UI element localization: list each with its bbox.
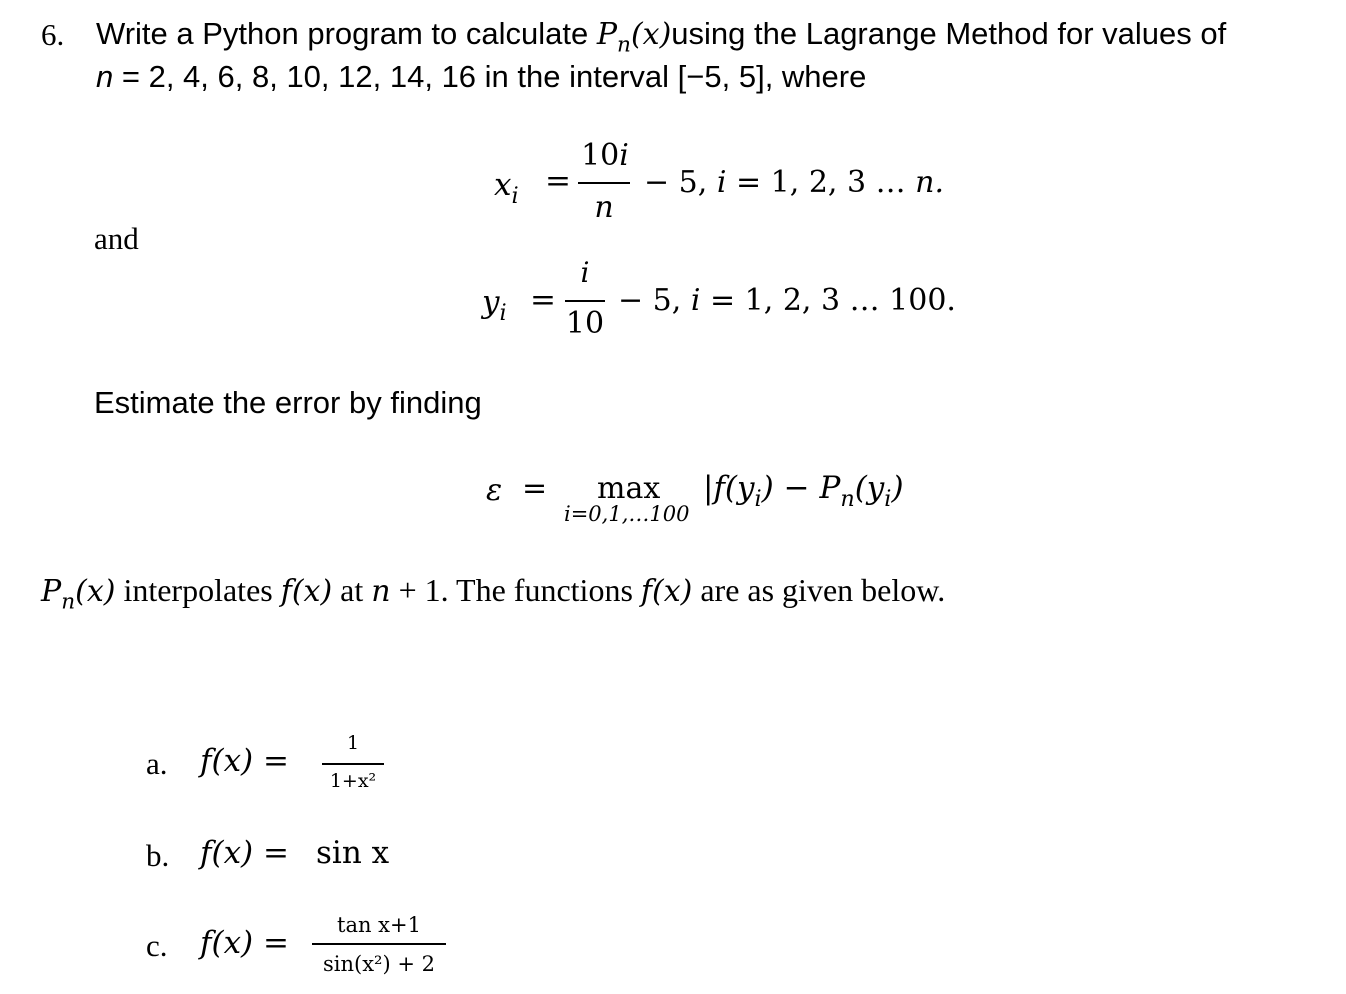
problem-line-1 (96, 18, 1226, 56)
function-a-label: a. (146, 746, 168, 781)
function-a-denominator: 1+x² (329, 770, 377, 792)
function-c-bar (312, 943, 446, 945)
problem-line-2 (96, 61, 866, 92)
interpolation-sentence: $P_n(x)$ interpolates f(x) at n + 1. The functions f(x) are as given below. (41, 572, 946, 615)
function-b-label: b. (146, 838, 170, 873)
eq-x-denominator: n (594, 190, 614, 225)
eq-err-equals: = (522, 471, 548, 506)
eq-y-lhs: $y_i$ (482, 284, 507, 326)
function-c-numerator: tan x+1 (337, 913, 421, 937)
function-b-rhs: sin x (316, 835, 390, 871)
line2-rest: = 2, 4, 6, 8, 10, 12, 14, 16 in the interval [−5, 5], where (113, 59, 867, 94)
function-a-bar (322, 763, 384, 765)
function-c-denominator: sin(x²) + 2 (323, 952, 435, 976)
function-a-lhs: f(x) = (200, 743, 289, 779)
eq-y-denominator: 10 (565, 306, 605, 341)
eq-err-under: i=0,1,…100 (564, 502, 690, 526)
line1-after: using the Lagrange Method for values of (671, 16, 1227, 51)
eq-y-fraction-bar (565, 300, 605, 302)
eq-x-fraction-bar (578, 182, 630, 184)
eq-err-eps: ε (486, 473, 503, 508)
and-text: and (94, 221, 139, 256)
n-var: n (96, 59, 114, 94)
eq-err-expr: $|f(y_i) - P_n(y_i)$ (703, 470, 904, 512)
eq-x-numerator: 10i (581, 138, 629, 173)
function-c-lhs: f(x) = (200, 925, 289, 961)
eq-x-equals: = (545, 163, 571, 199)
eq-y-equals: = (530, 282, 556, 318)
function-b-lhs: f(x) = (200, 835, 289, 871)
function-c-label: c. (146, 928, 168, 963)
eq-x-lhs: $x_i$ (494, 167, 519, 209)
estimate-text: Estimate the error by finding (94, 385, 482, 420)
eq-y-numerator: i (580, 256, 590, 289)
eq-y-rest: − 5, i = 1, 2, 3 … 100. (618, 283, 956, 318)
eq-err-max: max (597, 471, 661, 506)
function-a-numerator: 1 (346, 732, 360, 754)
pn-symbol: $P_n(x)$ (596, 17, 672, 58)
eq-x-rest: − 5, i = 1, 2, 3 … n. (644, 165, 944, 200)
line1-text: Write a Python program to calculate (96, 16, 597, 51)
problem-number: 6. (41, 17, 65, 52)
